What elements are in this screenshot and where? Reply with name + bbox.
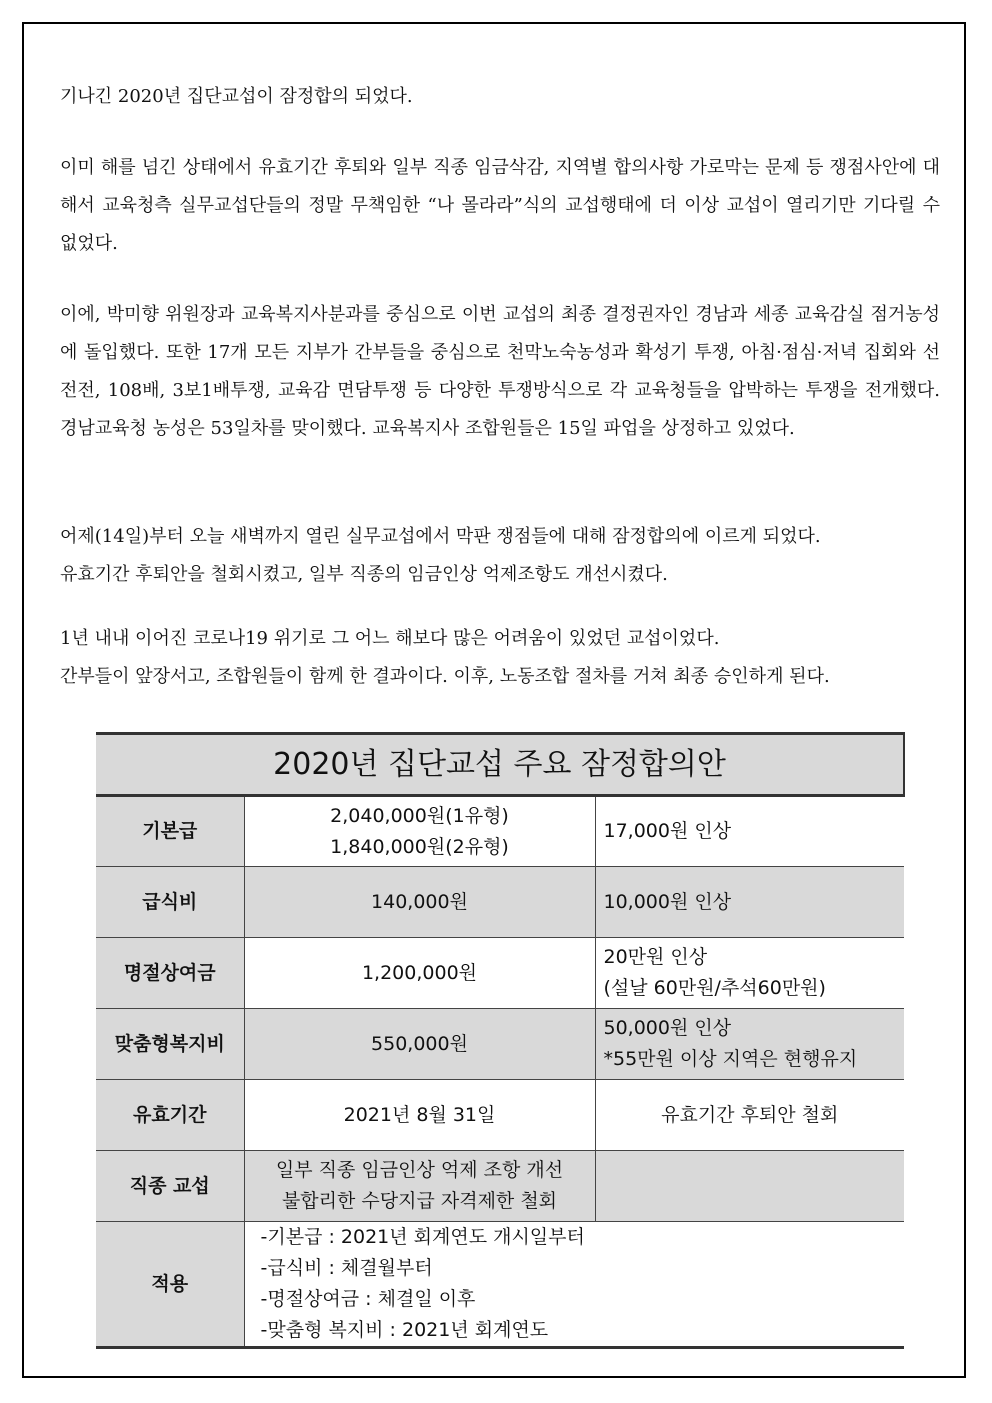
paragraph-struggle bbox=[60, 296, 940, 448]
change-line: 50,000원 인상 bbox=[603, 1017, 732, 1039]
apply-details bbox=[244, 1222, 904, 1348]
row-label-holiday-bonus: 명절상여금 bbox=[96, 938, 244, 1009]
holiday-bonus-amount bbox=[244, 938, 595, 1009]
table-row bbox=[96, 796, 904, 867]
amount-line: 140,000원 bbox=[371, 890, 468, 913]
change-line: 17,000원 인상 bbox=[603, 820, 732, 842]
amount-line: 2021년 8월 31일 bbox=[343, 1103, 496, 1126]
welfare-amount bbox=[244, 1009, 595, 1080]
welfare-change bbox=[595, 1009, 904, 1080]
change-line: 10,000원 인상 bbox=[603, 890, 732, 913]
amount-line: 1,200,000원 bbox=[361, 961, 478, 984]
paragraph-line: 유효기간 후퇴안을 철회시켰고, 일부 직종의 임금인상 억제조항도 개선시켰다. bbox=[60, 564, 668, 585]
table-row bbox=[96, 1151, 904, 1222]
amount-line: 1,840,000원(2유형) bbox=[330, 835, 509, 858]
row-label-validity: 유효기간 bbox=[96, 1080, 244, 1151]
change-line: *55만원 이상 지역은 현행유지 bbox=[603, 1048, 858, 1070]
table-row bbox=[96, 938, 904, 1009]
change-line: 유효기간 후퇴안 철회 bbox=[661, 1103, 839, 1126]
row-label-meal-allowance: 급식비 bbox=[96, 867, 244, 938]
amount-line: 일부 직종 임금인상 억제 조항 개선 bbox=[275, 1159, 564, 1181]
amount-line: 550,000원 bbox=[371, 1032, 468, 1055]
paragraph-line: 기나긴 2020년 집단교섭이 잠정합의 되었다. bbox=[60, 86, 413, 107]
apply-line: -맞춤형 복지비 : 2021년 회계연도 bbox=[260, 1319, 549, 1341]
job-negotiation-change bbox=[595, 1151, 904, 1222]
paragraph-agreement bbox=[60, 518, 940, 594]
paragraph-result bbox=[60, 620, 940, 696]
job-negotiation-amount bbox=[244, 1151, 595, 1222]
row-label-basic-pay: 기본급 bbox=[96, 796, 244, 867]
basic-pay-change bbox=[595, 796, 904, 867]
row-label-welfare: 맞춤형복지비 bbox=[96, 1009, 244, 1080]
table-title: 2020년 집단교섭 주요 잠정합의안 bbox=[96, 734, 904, 796]
paragraph-issues bbox=[60, 149, 940, 263]
row-label-job-negotiation: 직종 교섭 bbox=[96, 1151, 244, 1222]
holiday-bonus-change bbox=[595, 938, 904, 1009]
paragraph-line: 이미 해를 넘긴 상태에서 유효기간 후퇴와 일부 직종 임금삭감, 지역별 합의사항 가로막는 문제 등 쟁점사안에 대해서 교육청측 실무교섭단들의 정말 무책임한 “나 몰라라”식의 교섭행태에 더 이상 교섭이 열리기만 기다릴 수 없었다. bbox=[60, 157, 940, 254]
table-row bbox=[96, 867, 904, 938]
paragraph-line: 간부들이 앞장서고, 조합원들이 함께 한 결과이다. 이후, 노동조합 절차를 거쳐 최종 승인하게 된다. bbox=[60, 666, 830, 687]
table-row bbox=[96, 1009, 904, 1080]
apply-line: -명절상여금 : 체결일 이후 bbox=[260, 1288, 476, 1310]
apply-line: -기본급 : 2021년 회계연도 개시일부터 bbox=[260, 1226, 585, 1248]
paragraph-line: 1년 내내 이어진 코로나19 위기로 그 어느 해보다 많은 어려움이 있었던 교섭이었다. bbox=[60, 628, 720, 649]
table-row bbox=[96, 1080, 904, 1151]
paragraph-line: 이에, 박미향 위원장과 교육복지사분과를 중심으로 이번 교섭의 최종 결정권자인 경남과 세종 교육감실 점거농성에 돌입했다. 또한 17개 모든 지부가 간부들을 중심으로 천막노숙농성과 확성기 투쟁, 아침·점심·저녁 집회와 선전전, 108배, 3보1배투쟁, 교육감 면담투쟁 등 다양한 투쟁방식으로 각 교육청들을 압박하는 투쟁을 전개했다. 경남교육청 농성은 53일차를 맞이했다. 교육복지사 조합원들은 15일 파업을 상정하고 있었다. bbox=[60, 304, 940, 439]
change-line: 20만원 인상 bbox=[603, 946, 708, 968]
basic-pay-amount bbox=[244, 796, 595, 867]
row-label-apply: 적용 bbox=[96, 1222, 244, 1348]
paragraph-intro bbox=[60, 78, 940, 116]
table-row bbox=[96, 1222, 904, 1348]
meal-allowance-change bbox=[595, 867, 904, 938]
amount-line: 불합리한 수당지급 자격제한 철회 bbox=[281, 1190, 558, 1212]
validity-change bbox=[595, 1080, 904, 1151]
amount-line: 2,040,000원(1유형) bbox=[330, 804, 509, 827]
paragraph-line: 어제(14일)부터 오늘 새벽까지 열린 실무교섭에서 막판 쟁점들에 대해 잠정합의에 이르게 되었다. bbox=[60, 526, 821, 547]
change-line: (설날 60만원/추석60만원) bbox=[603, 977, 826, 999]
apply-line: -급식비 : 체결월부터 bbox=[260, 1257, 433, 1279]
agreement-table bbox=[96, 732, 905, 1349]
validity-amount bbox=[244, 1080, 595, 1151]
meal-allowance-amount bbox=[244, 867, 595, 938]
